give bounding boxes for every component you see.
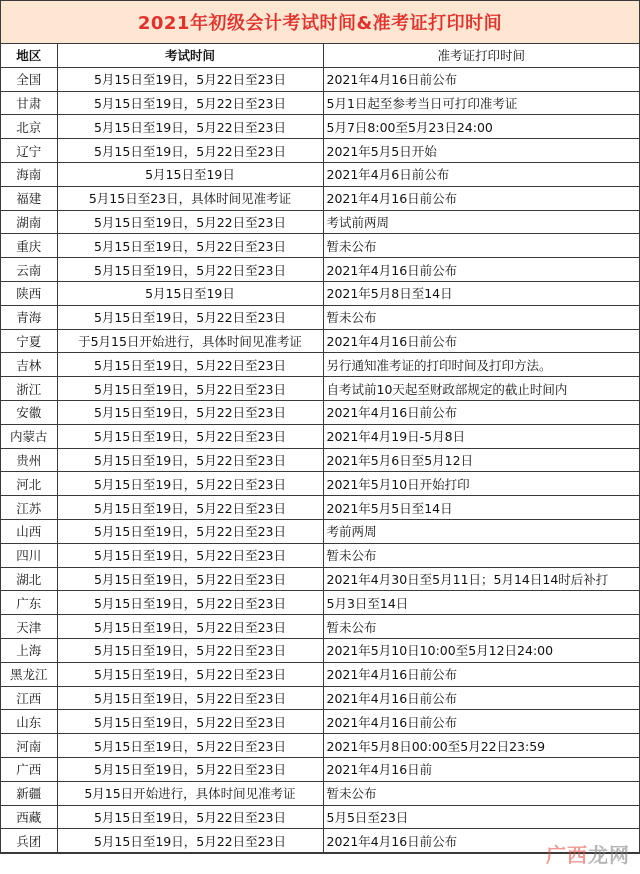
cell-region: 青海 <box>1 305 57 329</box>
cell-admit-print-time: 2021年4月19日-5月8日 <box>323 424 639 448</box>
cell-exam-time: 5月15日至19日，5月22日至23日 <box>57 400 323 424</box>
cell-admit-print-time: 2021年4月16日前公布 <box>323 710 639 734</box>
cell-exam-time: 5月15日至19日，5月22日至23日 <box>57 686 323 710</box>
cell-admit-print-time: 考试前两周 <box>323 210 639 234</box>
cell-region: 海南 <box>1 162 57 186</box>
cell-exam-time: 5月15日至19日，5月22日至23日 <box>57 710 323 734</box>
cell-exam-time: 5月15日至19日，5月22日至23日 <box>57 472 323 496</box>
table-row <box>1 829 639 853</box>
cell-admit-print-time: 2021年5月6日至5月12日 <box>323 448 639 472</box>
cell-admit-print-time: 2021年4月16日前 <box>323 757 639 781</box>
table-row <box>1 472 639 496</box>
table-row <box>1 567 639 591</box>
cell-admit-print-time: 考前两周 <box>323 519 639 543</box>
cell-region: 湖北 <box>1 567 57 591</box>
cell-region: 黑龙江 <box>1 662 57 686</box>
cell-exam-time: 5月15日至19日，5月22日至23日 <box>57 543 323 567</box>
cell-exam-time: 5月15日至19日，5月22日至23日 <box>57 567 323 591</box>
cell-region: 云南 <box>1 258 57 282</box>
cell-region: 广西 <box>1 757 57 781</box>
cell-admit-print-time: 5月5日至23日 <box>323 805 639 829</box>
cell-region: 山西 <box>1 519 57 543</box>
cell-admit-print-time: 暂未公布 <box>323 615 639 639</box>
cell-exam-time: 5月15日至19日，5月22日至23日 <box>57 734 323 758</box>
cell-exam-time: 5月15日至19日，5月22日至23日 <box>57 210 323 234</box>
table-row <box>1 519 639 543</box>
cell-region: 北京 <box>1 115 57 139</box>
cell-region: 广东 <box>1 591 57 615</box>
table-row <box>1 757 639 781</box>
table-row <box>1 662 639 686</box>
table-row <box>1 115 639 139</box>
table-row <box>1 424 639 448</box>
cell-admit-print-time: 2021年4月16日前公布 <box>323 686 639 710</box>
cell-region: 贵州 <box>1 448 57 472</box>
cell-exam-time: 5月15日至19日，5月22日至23日 <box>57 591 323 615</box>
cell-exam-time: 5月15日至19日，5月22日至23日 <box>57 234 323 258</box>
cell-admit-print-time: 暂未公布 <box>323 305 639 329</box>
cell-region: 兵团 <box>1 829 57 853</box>
cell-region: 安徽 <box>1 400 57 424</box>
table-row <box>1 710 639 734</box>
cell-admit-print-time: 2021年5月5日开始 <box>323 139 639 163</box>
cell-admit-print-time: 2021年5月5日至14日 <box>323 496 639 520</box>
column-header-exam-time: 考试时间 <box>57 44 323 67</box>
cell-admit-print-time: 2021年4月16日前公布 <box>323 829 639 853</box>
cell-exam-time: 5月15日至19日 <box>57 281 323 305</box>
cell-exam-time: 5月15日至19日，5月22日至23日 <box>57 353 323 377</box>
cell-region: 宁夏 <box>1 329 57 353</box>
cell-region: 江西 <box>1 686 57 710</box>
cell-exam-time: 5月15日至19日，5月22日至23日 <box>57 139 323 163</box>
cell-region: 西藏 <box>1 805 57 829</box>
cell-region: 新疆 <box>1 781 57 805</box>
cell-exam-time: 5月15日开始进行，具体时间见准考证 <box>57 781 323 805</box>
table-row <box>1 591 639 615</box>
cell-admit-print-time: 另行通知准考证的打印时间及打印方法。 <box>323 353 639 377</box>
column-header-admit-print-time: 准考证打印时间 <box>323 44 639 67</box>
cell-region: 浙江 <box>1 377 57 401</box>
cell-admit-print-time: 自考试前10天起至财政部规定的截止时间内 <box>323 377 639 401</box>
cell-region: 吉林 <box>1 353 57 377</box>
cell-admit-print-time: 暂未公布 <box>323 234 639 258</box>
cell-exam-time: 5月15日至19日，5月22日至23日 <box>57 805 323 829</box>
table-row <box>1 234 639 258</box>
cell-exam-time: 5月15日至19日，5月22日至23日 <box>57 115 323 139</box>
schedule-table <box>1 44 639 853</box>
cell-region: 甘肃 <box>1 91 57 115</box>
table-row <box>1 377 639 401</box>
cell-exam-time: 5月15日至19日，5月22日至23日 <box>57 377 323 401</box>
cell-admit-print-time: 2021年4月30日至5月11日；5月14日14时后补打 <box>323 567 639 591</box>
cell-exam-time: 于5月15日开始进行，具体时间见准考证 <box>57 329 323 353</box>
column-header-region: 地区 <box>1 44 57 67</box>
cell-exam-time: 5月15日至19日，5月22日至23日 <box>57 91 323 115</box>
cell-region: 上海 <box>1 638 57 662</box>
cell-admit-print-time: 2021年4月16日前公布 <box>323 400 639 424</box>
header-row <box>1 44 639 67</box>
cell-exam-time: 5月15日至19日，5月22日至23日 <box>57 662 323 686</box>
cell-admit-print-time: 2021年5月8日00:00至5月22日23:59 <box>323 734 639 758</box>
cell-admit-print-time: 暂未公布 <box>323 781 639 805</box>
cell-admit-print-time: 2021年4月16日前公布 <box>323 67 639 91</box>
cell-exam-time: 5月15日至23日，具体时间见准考证 <box>57 186 323 210</box>
table-row <box>1 615 639 639</box>
cell-region: 天津 <box>1 615 57 639</box>
sheet-title: 2021年初级会计考试时间&准考证打印时间 <box>1 1 639 44</box>
cell-exam-time: 5月15日至19日，5月22日至23日 <box>57 638 323 662</box>
table-row <box>1 448 639 472</box>
cell-region: 四川 <box>1 543 57 567</box>
cell-region: 辽宁 <box>1 139 57 163</box>
cell-exam-time: 5月15日至19日，5月22日至23日 <box>57 519 323 543</box>
cell-admit-print-time: 5月7日8:00至5月23日24:00 <box>323 115 639 139</box>
table-row <box>1 400 639 424</box>
table-row <box>1 281 639 305</box>
cell-admit-print-time: 2021年5月8日至14日 <box>323 281 639 305</box>
cell-region: 山东 <box>1 710 57 734</box>
table-row <box>1 162 639 186</box>
cell-admit-print-time: 2021年4月16日前公布 <box>323 662 639 686</box>
cell-exam-time: 5月15日至19日，5月22日至23日 <box>57 496 323 520</box>
watermark-part-2: 龙网 <box>588 843 630 867</box>
watermark-logo <box>546 839 630 868</box>
cell-exam-time: 5月15日至19日，5月22日至23日 <box>57 615 323 639</box>
cell-region: 河北 <box>1 472 57 496</box>
table-row <box>1 186 639 210</box>
cell-exam-time: 5月15日至19日，5月22日至23日 <box>57 67 323 91</box>
table-row <box>1 543 639 567</box>
cell-exam-time: 5月15日至19日，5月22日至23日 <box>57 258 323 282</box>
table-row <box>1 496 639 520</box>
cell-region: 福建 <box>1 186 57 210</box>
table-row <box>1 781 639 805</box>
cell-region: 湖南 <box>1 210 57 234</box>
watermark-part-1: 广西 <box>546 843 588 867</box>
cell-exam-time: 5月15日至19日，5月22日至23日 <box>57 829 323 853</box>
cell-exam-time: 5月15日至19日，5月22日至23日 <box>57 757 323 781</box>
cell-region: 全国 <box>1 67 57 91</box>
cell-admit-print-time: 2021年4月16日前公布 <box>323 186 639 210</box>
table-body <box>1 67 639 852</box>
cell-exam-time: 5月15日至19日，5月22日至23日 <box>57 305 323 329</box>
cell-admit-print-time: 2021年4月16日前公布 <box>323 258 639 282</box>
table-row <box>1 805 639 829</box>
cell-admit-print-time: 2021年5月10日开始打印 <box>323 472 639 496</box>
cell-region: 内蒙古 <box>1 424 57 448</box>
table-row <box>1 353 639 377</box>
table-row <box>1 139 639 163</box>
table-row <box>1 67 639 91</box>
cell-admit-print-time: 暂未公布 <box>323 543 639 567</box>
table-row <box>1 210 639 234</box>
cell-admit-print-time: 5月3日至14日 <box>323 591 639 615</box>
cell-exam-time: 5月15日至19日，5月22日至23日 <box>57 424 323 448</box>
cell-admit-print-time: 2021年5月10日10:00至5月12日24:00 <box>323 638 639 662</box>
cell-region: 陕西 <box>1 281 57 305</box>
table-row <box>1 638 639 662</box>
cell-exam-time: 5月15日至19日 <box>57 162 323 186</box>
table-row <box>1 305 639 329</box>
table-row <box>1 734 639 758</box>
cell-admit-print-time: 5月1日起至参考当日可打印准考证 <box>323 91 639 115</box>
cell-region: 江苏 <box>1 496 57 520</box>
table-row <box>1 258 639 282</box>
table-row <box>1 686 639 710</box>
cell-admit-print-time: 2021年4月16日前公布 <box>323 329 639 353</box>
cell-exam-time: 5月15日至19日，5月22日至23日 <box>57 448 323 472</box>
table-row <box>1 329 639 353</box>
cell-region: 重庆 <box>1 234 57 258</box>
table-row <box>1 91 639 115</box>
cell-region: 河南 <box>1 734 57 758</box>
cell-admit-print-time: 2021年4月6日前公布 <box>323 162 639 186</box>
